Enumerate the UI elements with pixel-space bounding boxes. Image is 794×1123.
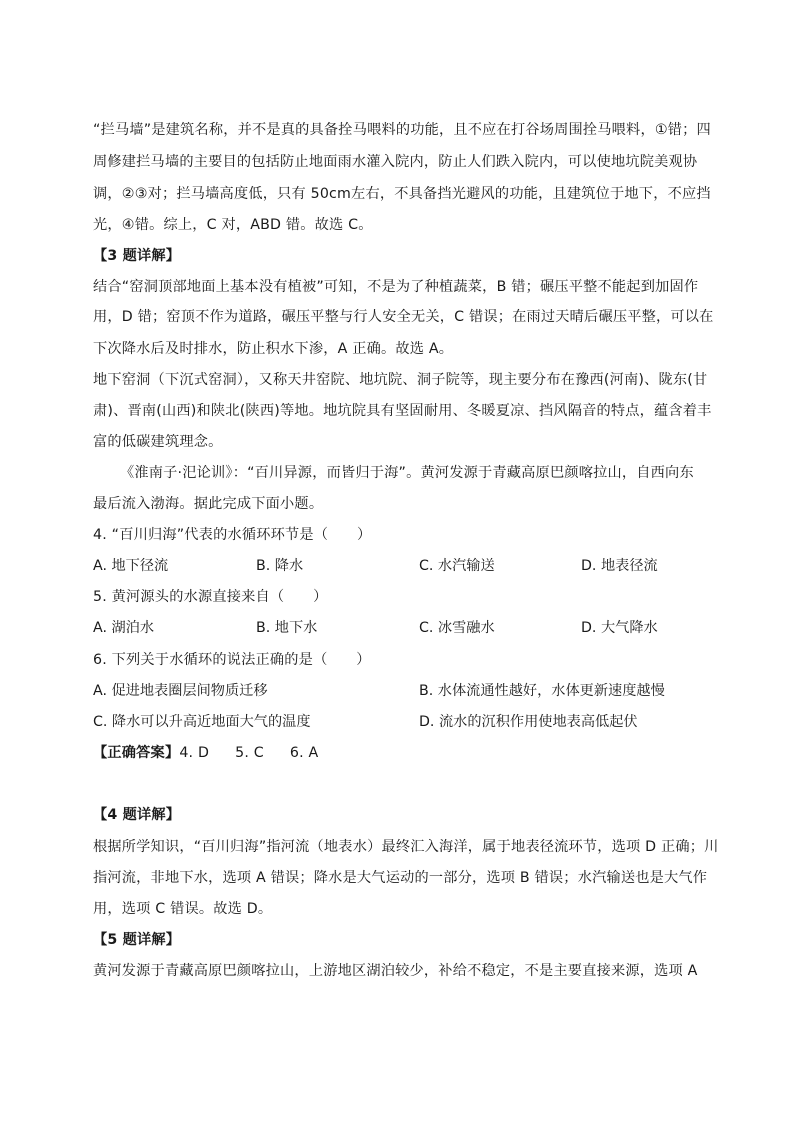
- paragraph1-line4: 光，④错。综上，C 对，ABD 错。故选 C。: [93, 217, 373, 233]
- heading-q3: 【3 题详解】: [93, 248, 181, 264]
- question-4-stem: 4. “百川归海”代表的水循环环节是（ ）: [93, 527, 372, 543]
- question-6-option-c: C. 降水可以升高近地面大气的温度: [93, 714, 311, 730]
- answer-5: 5. C: [235, 745, 264, 761]
- paragraph1-line1: “拦马墙”是建筑名称，并不是真的具备拴马喂料的功能，且不应在打谷场周围拴马喂料，①错；四: [93, 122, 711, 138]
- answer-6: 6. A: [289, 745, 319, 761]
- correct-answers: [93, 743, 318, 763]
- paragraph1-line3: 调，②③对；拦马墙高度低，只有 50cm左右，不具备挡光避风的功能，且建筑位于地下，不应挡: [93, 186, 711, 202]
- question-6-option-d: D. 流水的沉积作用使地表高低起伏: [419, 714, 638, 730]
- question-5-option-d: D. 大气降水: [581, 620, 658, 636]
- paragraph5-line1: 黄河发源于青藏高原巴颜喀拉山，上游地区湖泊较少，补给不稳定，不是主要直接来源，选项 A: [93, 963, 698, 979]
- paragraph3-line1: 地下窑洞（下沉式窑洞），又称天井窑院、地坑院、洞子院等，现主要分布在豫西(河南)、陇东(甘: [93, 372, 708, 388]
- paragraph2-line2: 用，D 错；窑顶不作为道路，碾压平整与行人安全无关，C 错误；在雨过天晴后碾压平整，可以在: [93, 309, 714, 325]
- question-5-option-a: A. 湖泊水: [93, 620, 155, 636]
- paragraph3-line2: 肃)、晋南(山西)和陕北(陕西)等地。地坑院具有坚固耐用、冬暖夏凉、挡风隔音的特点，蕴含着丰: [93, 403, 712, 419]
- paragraph1-line2: 周修建拦马墙的主要目的包括防止地面雨水灌入院内，防止人们跌入院内，可以使地坑院美观协: [93, 154, 698, 170]
- passage-line1: 《淮南子·汜论训》：“百川异源，而皆归于海”。黄河发源于青藏高原巴颜喀拉山，自西向东: [120, 465, 694, 481]
- paragraph2-line3: 下次降水后及时排水，防止积水下渗，A 正确。故选 A。: [93, 341, 454, 357]
- question-4-option-a: A. 地下径流: [93, 558, 169, 574]
- question-6-stem: 6. 下列关于水循环的说法正确的是（ ）: [93, 652, 371, 668]
- question-5-stem: 5. 黄河源头的水源直接来自（ ）: [93, 589, 328, 605]
- question-4-option-b: B. 降水: [256, 558, 304, 574]
- paragraph2-line1: 结合“窑洞顶部地面上基本没有植被”可知，不是为了种植蔬菜，B 错；碾压平整不能起到加固作: [93, 279, 699, 295]
- question-6-option-b: B. 水体流通性越好，水体更新速度越慢: [419, 683, 665, 699]
- paragraph4-line2: 指河流，非地下水，选项 A 错误；降水是大气运动的一部分，选项 B 错误；水汽输送也是大气作: [93, 870, 708, 886]
- paragraph3-line3: 富的低碳建筑理念。: [93, 434, 223, 450]
- heading-q4: 【4 题详解】: [93, 807, 181, 823]
- question-6-option-a: A. 促进地表圈层间物质迁移: [93, 683, 268, 699]
- answer-4: 4. D: [179, 745, 210, 761]
- passage-line2: 最后流入渤海。据此完成下面小题。: [93, 496, 324, 512]
- paragraph4-line3: 用，选项 C 错误。故选 D。: [93, 901, 273, 917]
- question-5-option-c: C. 冰雪融水: [419, 620, 495, 636]
- question-4-option-d: D. 地表径流: [581, 558, 658, 574]
- paragraph4-line1: 根据所学知识，“百川归海”指河流（地表水）最终汇入海洋，属于地表径流环节，选项 D 正确；川: [93, 839, 719, 855]
- heading-q5: 【5 题详解】: [93, 932, 181, 948]
- question-5-option-b: B. 地下水: [256, 620, 318, 636]
- question-4-option-c: C. 水汽输送: [419, 558, 495, 574]
- answers-label: 【正确答案】: [93, 745, 180, 761]
